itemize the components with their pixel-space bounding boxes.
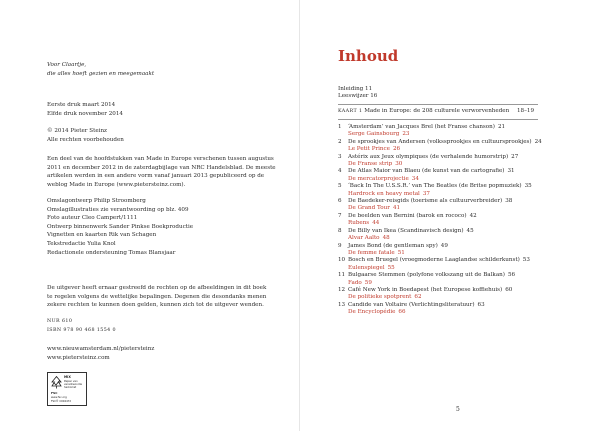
credit-line: Vignetten en kaarten Rik van Schagen (47, 232, 157, 239)
toc-subentry-title: Alvar Aalto (348, 235, 380, 242)
toc-subentry-page: 55 (387, 264, 395, 271)
toc-entry-page: 45 (466, 227, 474, 234)
toc-entry[interactable] (338, 257, 542, 264)
copyright (47, 127, 267, 144)
toc-entry-number: 11 (338, 272, 346, 279)
print-line: Eerste druk maart 2014 (47, 102, 116, 108)
divider (338, 119, 538, 120)
toc-subentry-title: Fado (348, 279, 362, 286)
toc-subentry[interactable] (338, 205, 542, 212)
print-history (47, 101, 267, 118)
toc-subentry[interactable] (338, 235, 542, 242)
toc-entry-page: 38 (505, 198, 513, 205)
toc-subentry[interactable] (338, 309, 542, 316)
toc-subentry-title: Hardrock en heavy metal (348, 190, 420, 197)
fsc-org: FSC (51, 391, 58, 395)
toc-entry-title: James Bond (de gentleman spy) (348, 242, 438, 249)
toc-entry-title: Bosch en Bruegel (vroegmoderne Laaglandse schilderkunst) (348, 257, 520, 264)
publication-note (47, 155, 276, 189)
codes (47, 318, 267, 335)
dedication (47, 61, 154, 78)
credit-line: Ontwerp binnenwerk Sander Pinkse Boekproductie (47, 223, 194, 230)
rights-notice (47, 284, 267, 310)
copyright-line: Alle rechten voorbehouden (47, 136, 124, 143)
dedication-line: die alles hoeft gezien en meegemaakt (47, 70, 155, 77)
toc-subentry-page: 51 (397, 249, 405, 256)
toc-subentry-page: 59 (364, 279, 372, 286)
toc-entry[interactable] (338, 183, 542, 190)
toc-entry-number: 8 (338, 227, 342, 234)
toc-entry-page: 31 (507, 168, 515, 175)
toc-entry-number: 2 (338, 138, 342, 145)
dedication-line: Voor Claartje, (47, 62, 87, 68)
fsc-text: herkomst (64, 386, 77, 389)
toc-entry-title: De Atlas Maior van Blaeu (de kunst van de cartografie) (348, 168, 505, 175)
toc-entry[interactable] (338, 287, 542, 294)
fsc-site: www.fsc.org (51, 396, 67, 399)
nur-code: NUR 610 (47, 319, 73, 324)
toc-subentry-page: 62 (414, 294, 422, 301)
toc-subentry[interactable] (338, 265, 542, 272)
toc-entry-page: 56 (507, 272, 516, 279)
toc-entry-number: 1 (338, 124, 342, 130)
toc-entry[interactable] (338, 272, 542, 279)
toc-entry-number: 7 (338, 212, 342, 219)
fsc-text: verantwoorde (64, 383, 83, 386)
credit-line: Omslagontwerp Philip Stroomberg (47, 198, 146, 204)
toc-entry-number: 6 (338, 198, 342, 205)
print-line: Elfde druk november 2014 (47, 110, 123, 117)
toc-kaart[interactable]: KAART 1 Made in Europe: de 208 culturele verworvenheden 18–19 (338, 108, 535, 114)
toc-subentry-title: Le Petit Prince (348, 146, 390, 153)
toc-entry-page: 63 (477, 301, 485, 308)
publication-note-line: artikelen werden in een andere vorm vanaf januari 2013 gepubliceerd op de (47, 173, 265, 180)
tree-check-icon (51, 376, 62, 389)
toc-subentry-page: 66 (398, 309, 406, 316)
toc-entry[interactable] (338, 228, 542, 235)
rights-line: te regelen volgens de wettelijke bepalingen. Degenen die desondanks menen (47, 293, 267, 300)
toc-entry-title: Bulgaarse Stemmen (polyfone volkszang uit de Balkan) (348, 272, 505, 279)
credits (47, 197, 267, 257)
toc-subentry-page: 48 (382, 235, 390, 242)
toc-subentry-title: Serge Gainsbourg (348, 131, 400, 138)
toc-subentry[interactable] (338, 146, 542, 153)
toc-entry-page: 49 (440, 242, 448, 249)
toc-entry-number: 10 (338, 257, 346, 264)
copyright-line: © 2014 Pieter Steinz (47, 128, 107, 134)
toc-list (338, 124, 542, 317)
toc-subentry[interactable] (338, 131, 542, 138)
toc-entry[interactable] (338, 154, 542, 161)
websites (47, 345, 267, 362)
website-link[interactable]: www.nieuwamsterdam.nl/pietersteinz (47, 346, 155, 352)
toc-subentry-page: 44 (372, 220, 380, 227)
toc-subentry-page: 34 (411, 175, 419, 182)
toc-entry-page: 42 (469, 212, 477, 219)
toc-entry[interactable] (338, 124, 542, 131)
toc-entry-title: ‘Amsterdam’ van Jacques Brel (het Franse chanson) (348, 124, 495, 130)
toc-subentry-title: De Encyclopédie (348, 309, 396, 316)
toc-entry[interactable] (338, 168, 542, 175)
toc-subentry[interactable] (338, 191, 542, 198)
toc-front-matter (338, 86, 377, 101)
toc-entry-title: Candide van Voltaire (Verlichtingsliteratuur) (348, 301, 475, 308)
toc-entry[interactable] (338, 213, 542, 220)
toc-subentry-title: De femme fatale (348, 249, 395, 256)
toc-subentry-page: 41 (392, 205, 401, 212)
toc-subentry-page: 26 (392, 146, 401, 153)
fsc-code: FSC® C004472 (51, 400, 72, 403)
toc-entry-title: De sprookjes van Andersen (volkssprookjes en cultuursprookjes) (348, 138, 532, 145)
website-link[interactable]: www.pietersteinz.com (47, 354, 110, 361)
rights-line: De uitgever heeft ernaar gestreefd de rechten op de afbeeldingen in dit boek (47, 285, 267, 291)
toc-entry-number: 3 (338, 153, 342, 160)
toc-subentry-page: 30 (395, 161, 403, 168)
credit-line: Tekstredactie Yulia Knol (47, 240, 116, 247)
toc-entry-page: 21 (497, 124, 506, 130)
fsc-mix-label: MIX (64, 375, 71, 379)
toc-entry[interactable] (338, 243, 542, 250)
toc-title: Inhoud (338, 47, 399, 65)
rights-line: zekere rechten te kunnen doen gelden, kunnen zich tot de uitgever wenden. (47, 302, 264, 309)
toc-subentry-title: Eulenspiegel (348, 264, 385, 271)
toc-subentry[interactable] (338, 280, 542, 287)
toc-entry-page: 60 (505, 286, 513, 293)
toc-entry-page: 53 (522, 257, 530, 264)
publication-note-line: 2011 en december 2012 in de zaterdagbijlage van NRC Handelsblad. De meeste (47, 164, 276, 171)
toc-entry[interactable] (338, 198, 542, 205)
toc-subentry-page: 37 (422, 190, 430, 197)
toc-entry[interactable] (338, 139, 542, 146)
toc-entry-title: Café New York in Boedapest (het Europese koffiehuis) (348, 286, 503, 293)
toc-subentry-title: Rubens (348, 220, 370, 227)
page-number: 5 (456, 406, 460, 413)
isbn-code: ISBN 978 90 468 1554 0 (47, 327, 117, 333)
toc-entry-number: 13 (338, 301, 346, 308)
toc-entry-number: 9 (338, 242, 342, 249)
toc-subentry[interactable] (338, 294, 542, 301)
toc-entry-number: 4 (338, 168, 342, 175)
fsc-text: Papier van (64, 380, 78, 383)
toc-subentry-title: De politieke spotprent (348, 294, 412, 301)
toc-entry-title: De beelden van Bernini (barok en rococo) (348, 212, 467, 219)
toc-front-item[interactable]: Leeswijzer 16 (338, 93, 378, 100)
fsc-logo (47, 372, 87, 406)
toc-entry-page: 24 (534, 138, 542, 145)
toc-subentry-title: De Franse strip (348, 161, 393, 168)
toc-entry-title: De Baedeker-reisgids (toerisme als cultuurverbreider) (348, 198, 503, 205)
divider (338, 104, 538, 105)
toc-entry-page: 27 (511, 153, 519, 160)
toc-subentry-page: 23 (402, 131, 410, 138)
publication-note-line: Een deel van de hoofdstukken van Made in Europe verschenen tussen augustus (47, 156, 274, 162)
toc-subentry-title: De mercatorprojectie (348, 175, 409, 182)
credit-line: Redactionele ondersteuning Tomas Blansjaar (47, 249, 176, 256)
toc-subentry[interactable] (338, 220, 542, 227)
toc-entry-title: Astérix aux Jeux olympiques (de verhalende humorstrip) (348, 153, 509, 160)
toc-entry-title: De Billy van Ikea (Scandinavisch design) (348, 227, 464, 234)
credit-line: Foto auteur Cleo Campert/1111 (47, 215, 138, 222)
credit-line: Omslagillustraties zie verantwoording op blz. 409 (47, 206, 189, 213)
toc-entry-number: 12 (338, 286, 346, 293)
toc-entry-title: ‘Back In The U.S.S.R.’ van The Beatles (de Britse popmuziek) (348, 183, 522, 190)
toc-entry-page: 35 (524, 183, 532, 190)
toc-front-item[interactable]: Inleiding 11 (338, 86, 373, 92)
publication-note-line: weblog Made in Europe (www.pietersteinz.com). (47, 181, 186, 188)
toc-subentry-title: De Grand Tour (348, 205, 390, 212)
toc-entry-number: 5 (338, 183, 342, 190)
